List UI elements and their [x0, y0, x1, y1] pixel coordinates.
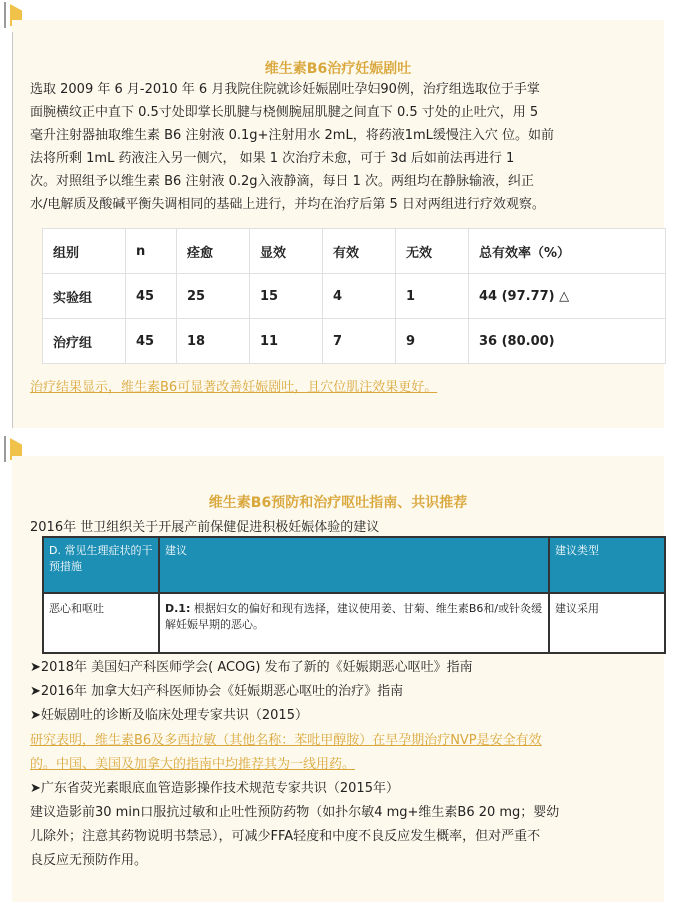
section-guidelines [12, 456, 664, 902]
paragraph-line: 儿除外；注意其药物说明书禁忌），可减少FFA轻度和中度不良反应发生概率，但对严重不 [30, 829, 541, 844]
paragraph-line: 选取 2009 年 6 月-2010 年 6 月我院住院就诊妊娠剧吐孕妇90例，治疗组选取位于手掌 [30, 82, 540, 97]
table-cell: 4 [323, 274, 396, 319]
header-cell: 有效 [323, 229, 396, 274]
table-cell: 44 (97.77) △ [469, 274, 666, 319]
paragraph-line: 法将所剩 1mL 药液注入另一侧穴， 如果 1 次治疗未愈，可于 3d 后如前法再进行 1 [30, 151, 515, 166]
header-cell: 总有效率（%） [469, 229, 666, 274]
paragraph-line: 建议造影前30 min口服抗过敏和止吐性预防药物（如扑尔敏4 mg+维生素B6 20 mg；婴幼 [30, 805, 560, 820]
table-cell: 45 [126, 274, 177, 319]
table-cell: 治疗组 [43, 319, 126, 364]
table-cell: 45 [126, 319, 177, 364]
table-cell: 25 [177, 274, 250, 319]
header-cell: 组别 [43, 229, 126, 274]
recommendation-code: D.1: [165, 602, 191, 615]
table-row [43, 319, 666, 364]
paragraph-line: 水/电解质及酸碱平衡失调相同的基础上进行，并均在治疗后第 5 日对两组进行疗效观察。 [30, 197, 545, 212]
who-line: 2016年 世卫组织关于开展产前保健促进积极妊娠体验的建议 [30, 520, 380, 535]
section-title: 维生素B6预防和治疗呕吐指南、共识推荐 [208, 495, 468, 511]
table-cell: 实验组 [43, 274, 126, 319]
table-cell: 恶心和呕吐 [43, 593, 159, 653]
section-title: 维生素B6治疗妊娠剧吐 [264, 61, 412, 77]
efficacy-table [42, 228, 666, 364]
recommendation-text: 根据妇女的偏好和现有选择，建议使用姜、甘菊、维生素B6和/或针灸缓解妊娠早期的恶心。 [165, 602, 543, 631]
guideline-item: ➤妊娠剧吐的诊断及临床处理专家共识（2015） [30, 708, 308, 723]
who-recommendation-table [42, 536, 666, 654]
section-b6-treatment [12, 20, 664, 428]
table-cell: 9 [396, 319, 469, 364]
table-row [43, 274, 666, 319]
table-cell: 36 (80.00) [469, 319, 666, 364]
guideline-item: ➤2018年 美国妇产科医师学会( ACOG) 发布了新的《妊娠期恶心呕吐》指南 [30, 660, 473, 675]
header-cell: n [126, 229, 177, 274]
header-cell: 建议 [159, 537, 549, 593]
paragraph-line: 面腕横纹正中直下 0.5寸处即掌长肌腱与桡侧腕屈肌腱之间直下 0.5 寸处的止吐穴，用 5 [30, 105, 539, 120]
table-cell: 18 [177, 319, 250, 364]
paragraph-line: 次。对照组予以维生素 B6 注射液 0.2g入液静滴，每日 1 次。两组均在静脉输液，纠正 [30, 174, 535, 189]
study-paragraph [30, 78, 662, 216]
table-cell: 7 [323, 319, 396, 364]
table-cell: 1 [396, 274, 469, 319]
table-cell: 建议采用 [549, 593, 665, 653]
paragraph-line: 毫升注射器抽取维生素 B6 注射液 0.1g+注射用水 2mL，将药液1mL缓慢注入穴 位。如前 [30, 128, 555, 143]
header-cell: 痊愈 [177, 229, 250, 274]
divider [12, 32, 13, 428]
table-header-row [43, 229, 666, 274]
table-header-row [43, 537, 665, 593]
table-cell [159, 593, 549, 653]
table-cell: 15 [250, 274, 323, 319]
table-row [43, 593, 665, 653]
guideline-item: ➤广东省荧光素眼底血管造影操作技术规范专家共识（2015年） [30, 781, 399, 796]
header-cell: 无效 [396, 229, 469, 274]
table-cell: 11 [250, 319, 323, 364]
highlight-line: 研究表明，维生素B6及多西拉敏（其他名称：苯吡甲醇胺）在早孕期治疗NVP是安全有效 [30, 733, 542, 748]
highlight-line: 的。中国、美国及加拿大的指南中均推荐其为一线用药。 [30, 757, 356, 772]
guideline-item: ➤2016年 加拿大妇产科医师协会《妊娠期恶心呕吐的治疗》指南 [30, 684, 404, 699]
result-note: 治疗结果显示，维生素B6可显著改善妊娠剧吐，且穴位肌注效果更好。 [30, 380, 438, 395]
header-cell: 显效 [250, 229, 323, 274]
header-cell: D. 常见生理症状的干预措施 [43, 537, 159, 593]
header-cell: 建议类型 [549, 537, 665, 593]
paragraph-line: 良反应无预防作用。 [30, 853, 148, 868]
